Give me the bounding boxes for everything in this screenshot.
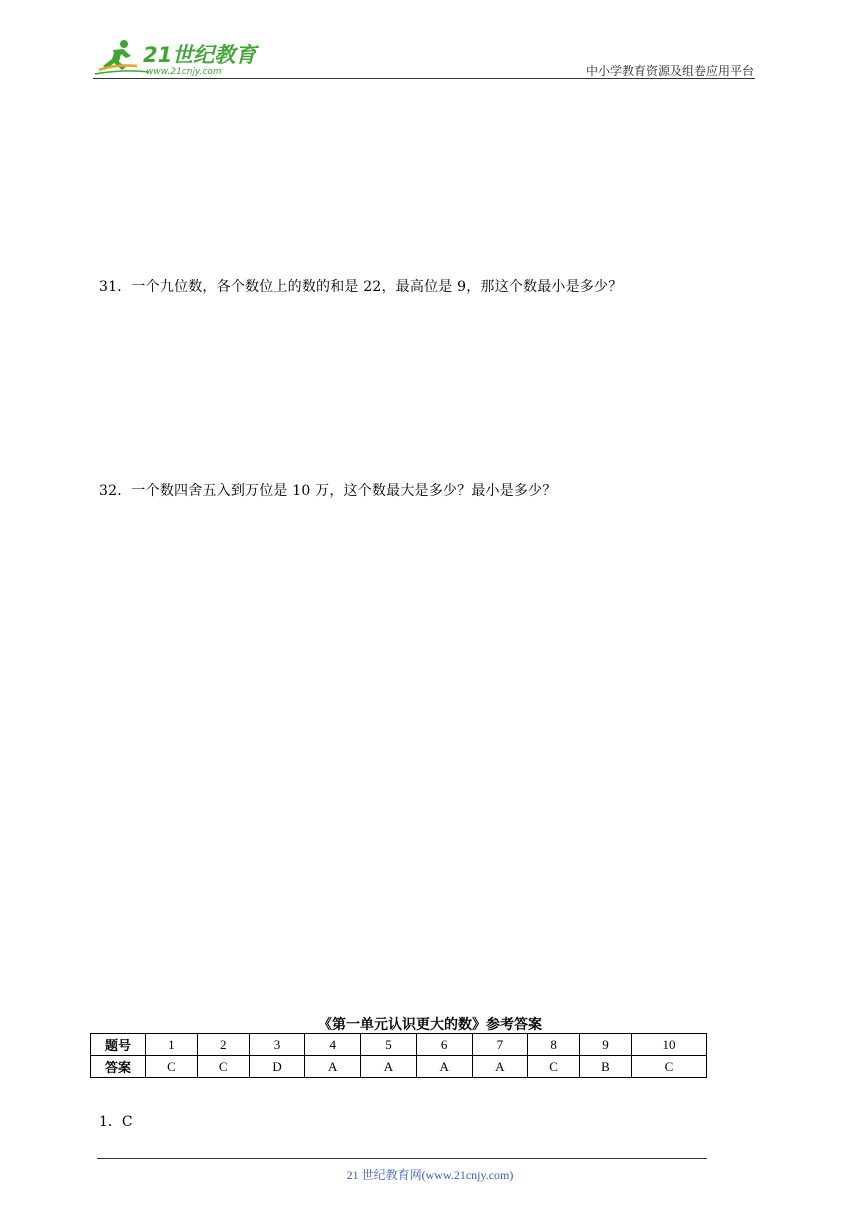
site-logo	[93, 36, 263, 78]
table-cell: 3	[249, 1034, 305, 1056]
table-cell: A	[416, 1056, 472, 1078]
table-cell: C	[528, 1056, 580, 1078]
footer-divider	[97, 1158, 707, 1159]
table-cell: 5	[361, 1034, 417, 1056]
runner-logo-icon	[93, 36, 263, 78]
table-row-numbers	[91, 1034, 707, 1056]
row-label-number: 题号	[91, 1034, 146, 1056]
footer-link[interactable]: 21 世纪教育网(www.21cnjy.com)	[346, 1168, 514, 1182]
table-cell: A	[472, 1056, 528, 1078]
table-cell: 6	[416, 1034, 472, 1056]
logo-url: www.21cnjy.com	[146, 67, 222, 77]
header-divider	[93, 78, 755, 79]
table-cell: 10	[631, 1034, 706, 1056]
table-cell: 7	[472, 1034, 528, 1056]
answer-key-table	[90, 1033, 707, 1078]
table-cell: A	[361, 1056, 417, 1078]
question-32: 32．一个数四舍五入到万位是 10 万，这个数最大是多少？最小是多少？	[99, 483, 557, 499]
header-platform-text: 中小学教育资源及组卷应用平台	[585, 64, 754, 78]
table-cell: C	[197, 1056, 249, 1078]
table-cell: 2	[197, 1034, 249, 1056]
question-31: 31．一个九位数，各个数位上的数的和是 22，最高位是 9，那这个数最小是多少？	[99, 279, 623, 295]
table-row-answers	[91, 1056, 707, 1078]
table-cell: B	[580, 1056, 632, 1078]
answer-key-title: 《第一单元认识更大的数》参考答案	[318, 1017, 542, 1033]
table-cell: 1	[146, 1034, 198, 1056]
table-cell: 8	[528, 1034, 580, 1056]
table-cell: C	[146, 1056, 198, 1078]
table-cell: 4	[305, 1034, 361, 1056]
first-answer: 1．C	[99, 1114, 133, 1130]
row-label-answer: 答案	[91, 1056, 146, 1078]
logo-text: 21世纪教育	[143, 43, 257, 67]
table-cell: D	[249, 1056, 305, 1078]
table-cell: C	[631, 1056, 706, 1078]
table-cell: 9	[580, 1034, 632, 1056]
table-cell: A	[305, 1056, 361, 1078]
